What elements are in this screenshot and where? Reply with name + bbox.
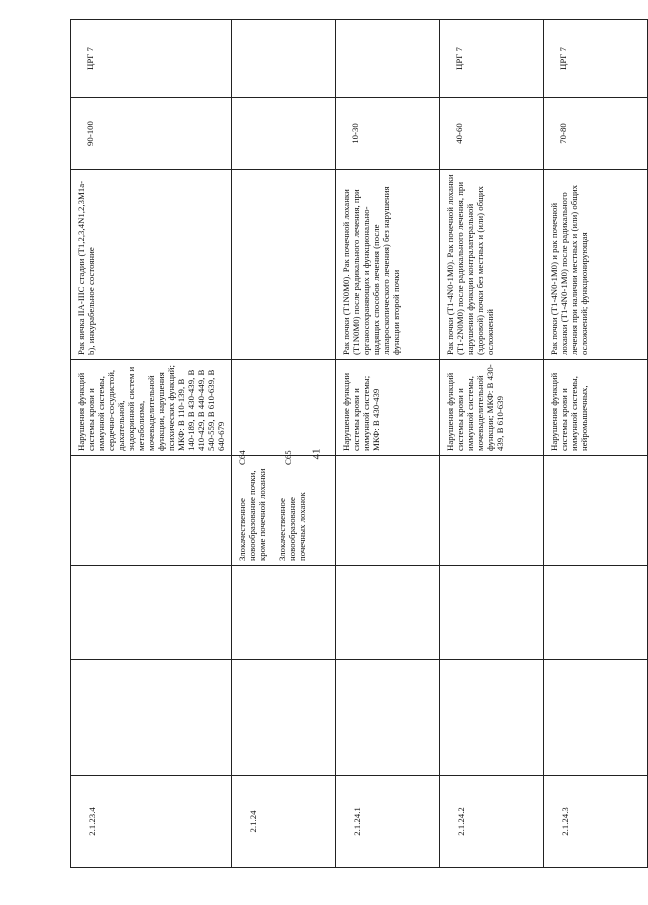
criteria-cell: Рак яичка IIA-IIIC стадии (T1,2,3,4N1,2,3M1a-b), инкурабельное состояние	[71, 170, 232, 360]
diagnosis-cell	[544, 456, 648, 566]
disorder-cell: Нарушение функции системы крови и иммунной системы; МКФ: B 430-439	[336, 360, 440, 456]
empty-cell	[71, 566, 232, 660]
percent-cell	[232, 98, 336, 170]
empty-cell	[232, 660, 336, 776]
row-code: 2.1.24.1	[336, 776, 440, 868]
icd-code: C65	[283, 450, 294, 465]
table-row	[544, 20, 648, 868]
empty-cell	[336, 660, 440, 776]
percent-cell: 10-30	[336, 98, 440, 170]
criteria-cell: Рак почки (T1N0M0). Рак почечной лоханки (T1N0M0) после радикального лечения, при органосохраняющих и функционально-щадящих способов лечения (после лапароскопического лечения) без нарушения функции второй почки	[336, 170, 440, 360]
percent-cell: 40-60	[440, 98, 544, 170]
diagnosis-cell	[71, 456, 232, 566]
row-code: 2.1.24.2	[440, 776, 544, 868]
empty-cell	[440, 660, 544, 776]
disorder-cell: Нарушения функций системы крови и иммунной системы, сердечно-сосудистой, дыхательной, эндокринной систем и метаболизма, мочевыделительной функции, нарушения психических функций; МКФ: B 110-139, B 140-189, B 430-439, B 410-429, B 440-449, B 540-559, B 610-639, B 640-679	[71, 360, 232, 456]
disorder-cell: Нарушения функций системы крови и иммунной системы, мочевыделительной функции; МКФ: B 430-439, B 610-639	[440, 360, 544, 456]
diagnosis-cell	[440, 456, 544, 566]
criteria-cell: Рак почки (T1-4N0-1M0). Рак почечной лоханки (T1-2N0M0) после радикального лечения, при нарушении функции контралатеральной (здоровой) почки без местных и (или) общих осложнений	[440, 170, 544, 360]
group-cell: ЦРГ 7	[71, 20, 232, 98]
empty-cell	[336, 566, 440, 660]
empty-cell	[544, 566, 648, 660]
empty-cell	[440, 566, 544, 660]
percent-cell: 90-100	[71, 98, 232, 170]
diagnosis-cell	[336, 456, 440, 566]
group-cell	[336, 20, 440, 98]
percent-cell: 70-80	[544, 98, 648, 170]
empty-cell	[71, 660, 232, 776]
group-cell: ЦРГ 7	[544, 20, 648, 98]
table-row	[336, 20, 440, 868]
disability-criteria-table	[70, 19, 648, 868]
table-row	[232, 20, 336, 868]
empty-cell	[232, 566, 336, 660]
group-cell	[232, 20, 336, 98]
row-code: 2.1.24.3	[544, 776, 648, 868]
disorder-cell: Нарушения функций системы крови и иммунной системы, нейромышечных,	[544, 360, 648, 456]
diagnosis-label: Злокачественное новообразование почечных лоханок	[277, 492, 308, 561]
criteria-cell	[232, 170, 336, 360]
table-row	[71, 20, 232, 868]
group-cell: ЦРГ 7	[440, 20, 544, 98]
row-code: 2.1.23.4	[71, 776, 232, 868]
diagnosis-label: Злокачественное новообразование почки, кроме почечной лоханки	[237, 468, 268, 561]
empty-cell	[544, 660, 648, 776]
table-row	[440, 20, 544, 868]
icd-cell	[232, 360, 336, 465]
rotated-table-page	[70, 20, 590, 868]
criteria-cell: Рак почки (T1-4N0-1M0) и рак почечной лоханки (T1-4N0-1M0) после радикального лечения при наличии местных и (или) общих осложнений; функционирующая	[544, 170, 648, 360]
icd-code: C64	[237, 450, 248, 465]
page-number: 41	[310, 448, 323, 460]
diagnosis-cell	[232, 456, 336, 566]
row-code: 2.1.24	[232, 776, 336, 868]
